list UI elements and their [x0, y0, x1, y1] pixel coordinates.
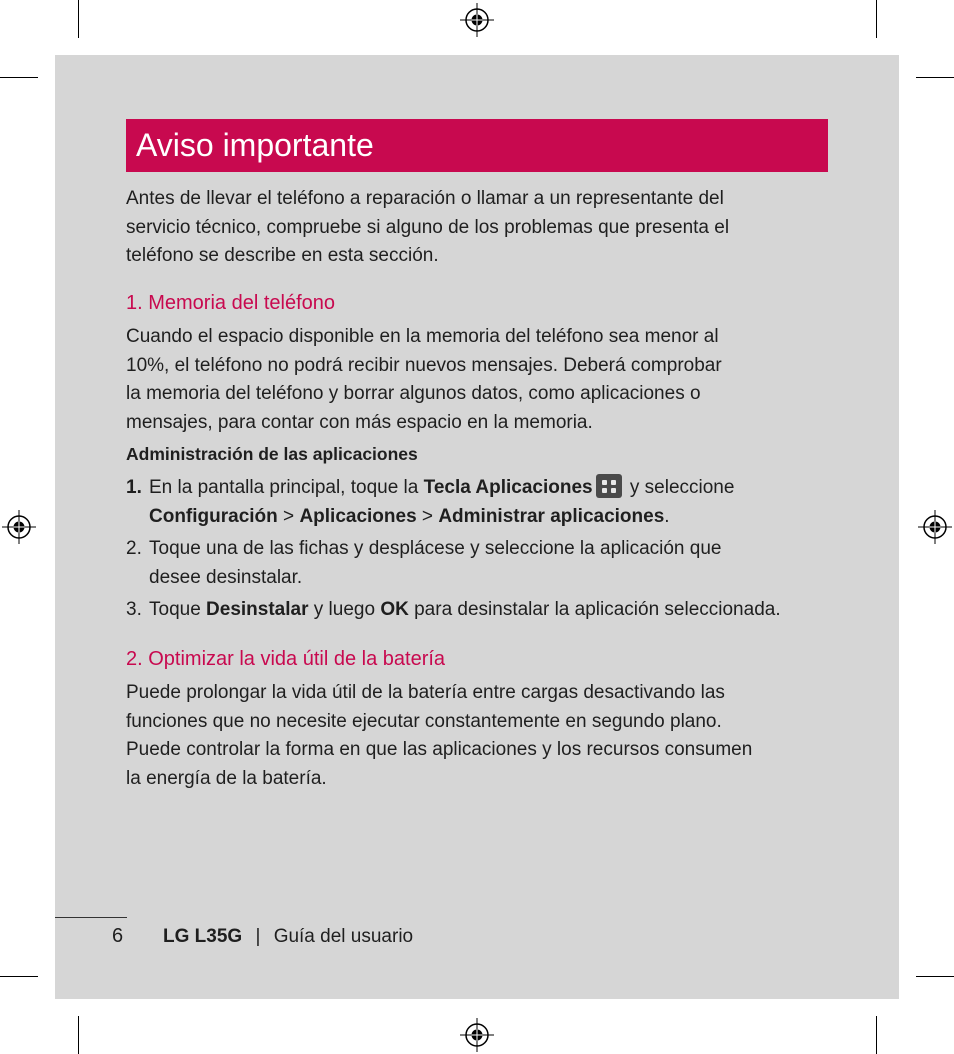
title-bar	[126, 119, 828, 172]
text-line: 10%, el teléfono no podrá recibir nuevos mensajes. Deberá comprobar	[126, 354, 722, 376]
step-item	[126, 596, 838, 625]
step-number: 2.	[126, 538, 142, 559]
crop-mark	[876, 1016, 877, 1054]
step-text: desee desinstalar.	[149, 566, 303, 588]
step-text: y luego	[308, 599, 381, 620]
step-text: .	[664, 505, 670, 527]
crop-mark	[0, 77, 38, 78]
step-number: 1.	[126, 477, 142, 498]
step-text: Toque	[149, 599, 207, 620]
section-heading: 1. Memoria del teléfono	[126, 292, 336, 314]
subheading: Administración de las aplicaciones	[126, 444, 418, 464]
step-text: para desinstalar la aplicación seleccionada.	[408, 599, 781, 620]
step-text: En la pantalla principal, toque la	[149, 477, 424, 498]
step-bold-text: OK	[380, 599, 409, 620]
text-line: Puede prolongar la vida útil de la batería entre cargas desactivando las	[126, 682, 725, 703]
text-line: teléfono se describe en esta sección.	[126, 245, 439, 266]
text-line: funciones que no necesite ejecutar constantemente en segundo plano.	[126, 710, 722, 732]
footer-guide: Guía del usuario	[273, 926, 414, 947]
crop-mark	[916, 77, 954, 78]
text-line: mensajes, para contar con más espacio en la memoria.	[126, 411, 593, 433]
crop-mark	[78, 1016, 79, 1054]
step-text: y seleccione	[624, 477, 735, 498]
page-title: Aviso importante	[136, 127, 374, 163]
section-paragraph	[126, 679, 752, 793]
step-item	[126, 535, 838, 592]
text-line: Cuando el espacio disponible en la memoria del teléfono sea menor al	[126, 326, 719, 347]
footer-model: LG L35G	[163, 926, 243, 947]
section-paragraph	[126, 323, 722, 437]
footer-rule	[55, 917, 127, 918]
registration-mark-icon	[2, 510, 36, 544]
step-item	[126, 474, 838, 531]
footer-separator: |	[255, 926, 261, 947]
crop-mark	[78, 0, 79, 38]
text-line: la memoria del teléfono y borrar algunos datos, como aplicaciones o	[126, 383, 701, 404]
step-text: >	[416, 505, 439, 527]
step-number: 3.	[126, 599, 142, 620]
registration-mark-icon	[460, 3, 494, 37]
registration-mark-icon	[918, 510, 952, 544]
section-heading: 2. Optimizar la vida útil de la batería	[126, 648, 446, 670]
page-number: 6	[112, 925, 124, 947]
step-bold-text: Tecla Aplicaciones	[423, 477, 593, 498]
crop-mark	[876, 0, 877, 38]
text-line: servicio técnico, compruebe si alguno de los problemas que presenta el	[126, 216, 730, 238]
footer-text	[163, 926, 413, 948]
step-bold-text: Desinstalar	[206, 599, 309, 620]
crop-mark	[916, 976, 954, 977]
step-bold-text: Aplicaciones	[299, 505, 417, 527]
crop-mark	[0, 976, 38, 977]
text-line: la energía de la batería.	[126, 767, 327, 789]
text-line: Antes de llevar el teléfono a reparación o llamar a un representante del	[126, 188, 724, 209]
registration-mark-icon	[460, 1018, 494, 1052]
apps-grid-icon	[596, 474, 622, 498]
step-text: >	[277, 505, 300, 527]
step-bold-text: Administrar aplicaciones	[438, 505, 665, 527]
step-text: Toque una de las fichas y desplácese y seleccione la aplicación que	[149, 538, 722, 559]
text-line: Puede controlar la forma en que las aplicaciones y los recursos consumen	[126, 739, 753, 760]
step-bold-text: Configuración	[149, 505, 278, 527]
intro-paragraph	[126, 185, 729, 271]
